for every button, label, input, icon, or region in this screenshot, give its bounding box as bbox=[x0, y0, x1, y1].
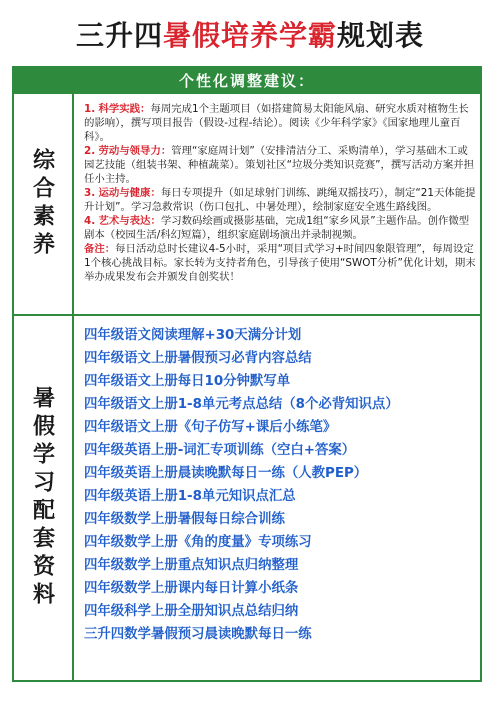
material-link[interactable]: 四年级语文上册1-8单元考点总结（8个必背知识点） bbox=[84, 397, 399, 412]
literacy-item-text: 每日专项提升（如足球射门训练、跳绳双摇技巧），制定“21天体能提升计划”。学习急救常识（伤口包扎、中暑处理），绘制家庭安全逃生路线图。 bbox=[84, 187, 476, 213]
literacy-item-text: 管理“家庭周计划”（安排清洁分工、采购清单），学习基础木工或园艺技能（组装书架、种植蔬菜）。策划社区“垃圾分类知识竞赛”，撰写活动方案并担任小主持。 bbox=[84, 145, 475, 185]
material-link[interactable]: 四年级语文上册《句子仿写+课后小练笔》 bbox=[84, 420, 337, 435]
literacy-note bbox=[84, 242, 476, 284]
literacy-item-title: 运动与健康： bbox=[98, 187, 161, 199]
material-link[interactable]: 四年级语文阅读理解+30天满分计划 bbox=[84, 328, 302, 343]
note-text: 每日活动总时长建议4-5小时，采用“项目式学习+时间四象限管理”，每周设定1个核心挑战目标。家长转为支持者角色，引导孩子使用“SWOT分析”优化计划，期末举办成果发布会并颁发自创奖状！ bbox=[84, 243, 476, 283]
material-link[interactable]: 四年级数学上册重点知识点归纳整理 bbox=[84, 558, 299, 573]
section-materials-label bbox=[14, 316, 74, 680]
literacy-item-text: 学习数码绘画或摄影基础，完成1组“家乡风景”主题作品。创作微型剧本（校园生活/科幻短篇），组织家庭剧场演出并录制视频。 bbox=[84, 215, 470, 241]
material-link[interactable]: 四年级数学上册暑假每日综合训练 bbox=[84, 512, 285, 527]
literacy-item: 3. 运动与健康：每日专项提升（如足球射门训练、跳绳双摇技巧），制定“21天体能提升计划”。学习急救常识（伤口包扎、中暑处理），绘制家庭安全逃生路线图。 bbox=[84, 187, 476, 213]
material-link[interactable]: 四年级科学上册全册知识点总结归纳 bbox=[84, 604, 299, 619]
section-literacy-label-text: 综合素养 bbox=[29, 148, 56, 260]
note-title: 备注： bbox=[84, 243, 116, 255]
materials-list bbox=[84, 324, 476, 646]
literacy-item: 1. 科学实践：每周完成1个主题项目（如搭建简易太阳能风扇、研究水质对植物生长的影响），撰写项目报告（假设-过程-结论）。阅读《少年科学家》《国家地理儿童百科》。 bbox=[84, 103, 469, 143]
section-materials-label-text: 暑假学习配套资料 bbox=[29, 386, 56, 610]
literacy-item-text: 每周完成1个主题项目（如搭建简易太阳能风扇、研究水质对植物生长的影响），撰写项目报告（假设-过程-结论）。阅读《少年科学家》《国家地理儿童百科》。 bbox=[84, 103, 469, 143]
material-link[interactable]: 四年级英语上册1-8单元知识点汇总 bbox=[84, 489, 296, 504]
section-literacy-label bbox=[14, 94, 74, 314]
plan-table bbox=[12, 66, 482, 682]
material-link[interactable]: 四年级语文上册每日10分钟默写单 bbox=[84, 374, 291, 389]
literacy-item: 4. 艺术与表达：学习数码绘画或摄影基础，完成1组“家乡风景”主题作品。创作微型剧本（校园生活/科幻短篇），组织家庭剧场演出并录制视频。 bbox=[84, 215, 470, 241]
literacy-item-title: 科学实践： bbox=[98, 103, 151, 115]
table-header: 个性化调整建议： bbox=[14, 68, 480, 94]
section-literacy bbox=[14, 94, 480, 316]
material-link[interactable]: 四年级英语上册-词汇专项训练（空白+答案） bbox=[84, 443, 356, 458]
literacy-item-title: 艺术与表达： bbox=[98, 215, 161, 227]
material-link[interactable]: 四年级数学上册课内每日计算小纸条 bbox=[84, 581, 299, 596]
title-part2: 暑假培养学霸 bbox=[162, 19, 337, 52]
literacy-item-title: 劳动与领导力： bbox=[98, 145, 172, 157]
literacy-content bbox=[84, 102, 476, 284]
material-link[interactable]: 四年级数学上册《角的度量》专项练习 bbox=[84, 535, 312, 550]
material-link[interactable]: 三升四数学暑假预习晨读晚默每日一练 bbox=[84, 627, 312, 642]
material-link[interactable]: 四年级语文上册暑假预习必背内容总结 bbox=[84, 351, 312, 366]
title-part3: 规划表 bbox=[337, 19, 425, 52]
title-part1: 三升四 bbox=[75, 19, 163, 52]
material-link[interactable]: 四年级英语上册晨读晚默每日一练（人教PEP） bbox=[84, 466, 368, 481]
page-title bbox=[0, 14, 500, 54]
section-materials bbox=[14, 316, 480, 680]
literacy-item: 2. 劳动与领导力：管理“家庭周计划”（安排清洁分工、采购清单），学习基础木工或园艺技能（组装书架、种植蔬菜）。策划社区“垃圾分类知识竞赛”，撰写活动方案并担任小主持。 bbox=[84, 145, 475, 185]
